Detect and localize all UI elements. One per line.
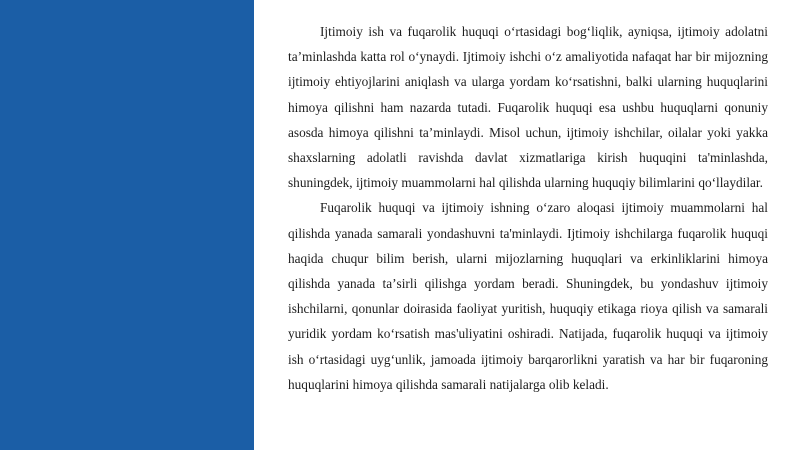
document-body [288,19,768,397]
blue-side-panel [0,0,254,450]
paragraph-2: Fuqarolik huquqi va ijtimoiy ishning oʻzaro aloqasi ijtimoiy muammolarni hal qilishda yanada samarali yondashuvni ta'minlaydi. Ijtimoiy ishchilarga fuqarolik huquqi haqida chuqur bilim berish, ularni mijozlarning huquqlari va erkinliklarini himoya qilishda yanada taʼsirli qilishga yordam beradi. Shuningdek, bu yondashuv ijtimoiy ishchilarni, qonunlar doirasida faoliyat yuritish, huquqiy etikaga rioya qilish va samarali yuridik yordam koʻrsatish mas'uliyatini oshiradi. Natijada, fuqarolik huquqi va ijtimoiy ish oʻrtasidagi uygʻunlik, jamoada ijtimoiy barqarorlikni yaratish va har bir fuqaroning huquqlarini himoya qilishda samarali natijalarga olib keladi. [288,200,768,392]
paragraph-1: Ijtimoiy ish va fuqarolik huquqi oʻrtasidagi bogʻliqlik, ayniqsa, ijtimoiy adolatni taʼminlashda katta rol oʻynaydi. Ijtimoiy ishchi oʻz amaliyotida nafaqat har bir mijozning ijtimoiy ehtiyojlarini aniqlash va ularga yordam koʻrsatishni, balki ularning huquqlarini himoya qilishni ham nazarda tutadi. Fuqarolik huquqi esa ushbu huquqlarni qonuniy asosda himoya qilishni taʼminlaydi. Misol uchun, ijtimoiy ishchilar, oilalar yoki yakka shaxslarning adolatli ravishda davlat xizmatlariga kirish huquqini ta'minlashda, shuningdek, ijtimoiy muammolarni hal qilishda ularning huquqiy bilimlarini qoʻllaydilar. [288,24,768,191]
